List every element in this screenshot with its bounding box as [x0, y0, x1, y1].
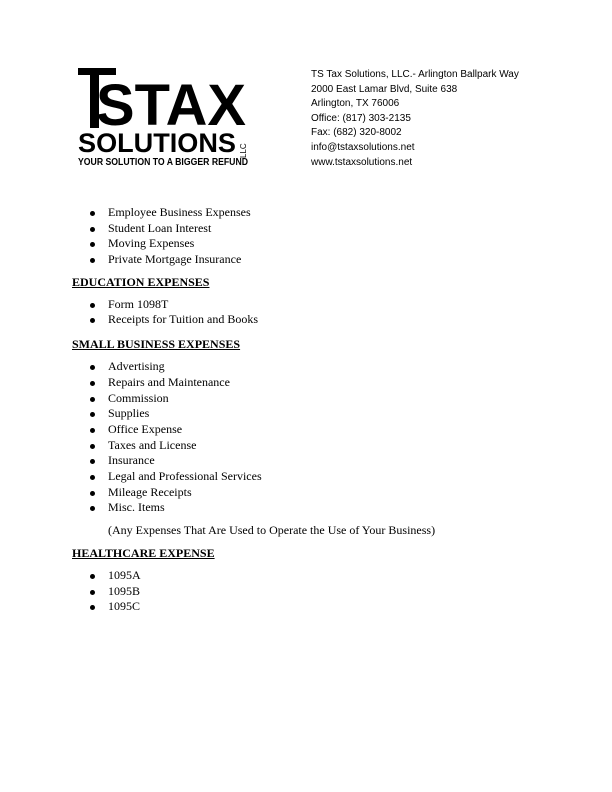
list-item: Student Loan Interest	[72, 221, 552, 237]
bullet-icon	[90, 211, 95, 216]
list-item: Misc. Items	[72, 500, 552, 516]
bullet-icon	[90, 365, 95, 370]
list-item: Receipts for Tuition and Books	[72, 312, 552, 328]
list-item: 1095A	[72, 568, 552, 584]
small-business-list	[72, 359, 552, 516]
list-item: Supplies	[72, 406, 552, 422]
list-item: Office Expense	[72, 422, 552, 438]
intro-list	[72, 205, 552, 268]
company-name: TS Tax Solutions, LLC.- Arlington Ballpark Way	[311, 69, 519, 80]
bullet-icon	[90, 303, 95, 308]
list-item: Insurance	[72, 453, 552, 469]
email-address: info@tstaxsolutions.net	[311, 141, 415, 153]
bullet-icon	[90, 506, 95, 511]
bullet-icon	[90, 318, 95, 323]
list-item: Advertising	[72, 359, 552, 375]
address-line-1: 2000 East Lamar Blvd, Suite 638	[311, 83, 458, 95]
bullet-icon	[90, 258, 95, 263]
company-logo	[76, 66, 256, 170]
bullet-icon	[90, 227, 95, 232]
list-item: 1095B	[72, 584, 552, 600]
logo-llc: LLC	[239, 143, 248, 158]
healthcare-heading: HEALTHCARE EXPENSE	[72, 546, 215, 560]
bullet-icon	[90, 475, 95, 480]
bullet-icon	[90, 381, 95, 386]
bullet-icon	[90, 428, 95, 433]
education-heading: EDUCATION EXPENSES	[72, 274, 210, 289]
logo-tagline: YOUR SOLUTION TO A BIGGER REFUND	[78, 157, 248, 168]
list-item: Private Mortgage Insurance	[72, 252, 552, 268]
office-phone: Office: (817) 303-2135	[311, 112, 411, 124]
bullet-icon	[90, 491, 95, 496]
list-item: 1095C	[72, 599, 552, 615]
bullet-icon	[90, 242, 95, 247]
document-body	[72, 205, 552, 615]
education-list	[72, 297, 552, 328]
small-business-note: (Any Expenses That Are Used to Operate the Use of Your Business)	[108, 523, 436, 537]
bullet-icon	[90, 397, 95, 402]
list-item: Repairs and Maintenance	[72, 375, 552, 391]
list-item: Mileage Receipts	[72, 485, 552, 501]
bullet-icon	[90, 574, 95, 579]
logo-word-tax: STAX	[96, 73, 247, 138]
list-item: Moving Expenses	[72, 236, 552, 252]
list-item: Form 1098T	[72, 297, 552, 313]
small-business-heading: SMALL BUSINESS EXPENSES	[72, 337, 241, 352]
address-line-2: Arlington, TX 76006	[311, 98, 400, 110]
list-item: Commission	[72, 391, 552, 407]
bullet-icon	[90, 605, 95, 610]
website: www.tstaxsolutions.net	[311, 156, 413, 168]
bullet-icon	[90, 459, 95, 464]
healthcare-list	[72, 568, 552, 615]
list-item: Taxes and License	[72, 438, 552, 454]
list-item: Employee Business Expenses	[72, 205, 552, 221]
logo-word-solutions: SOLUTIONS	[78, 128, 236, 158]
contact-block	[311, 68, 519, 170]
bullet-icon	[90, 590, 95, 595]
fax-number: Fax: (682) 320-8002	[311, 127, 402, 139]
bullet-icon	[90, 412, 95, 417]
list-item: Legal and Professional Services	[72, 469, 552, 485]
bullet-icon	[90, 444, 95, 449]
